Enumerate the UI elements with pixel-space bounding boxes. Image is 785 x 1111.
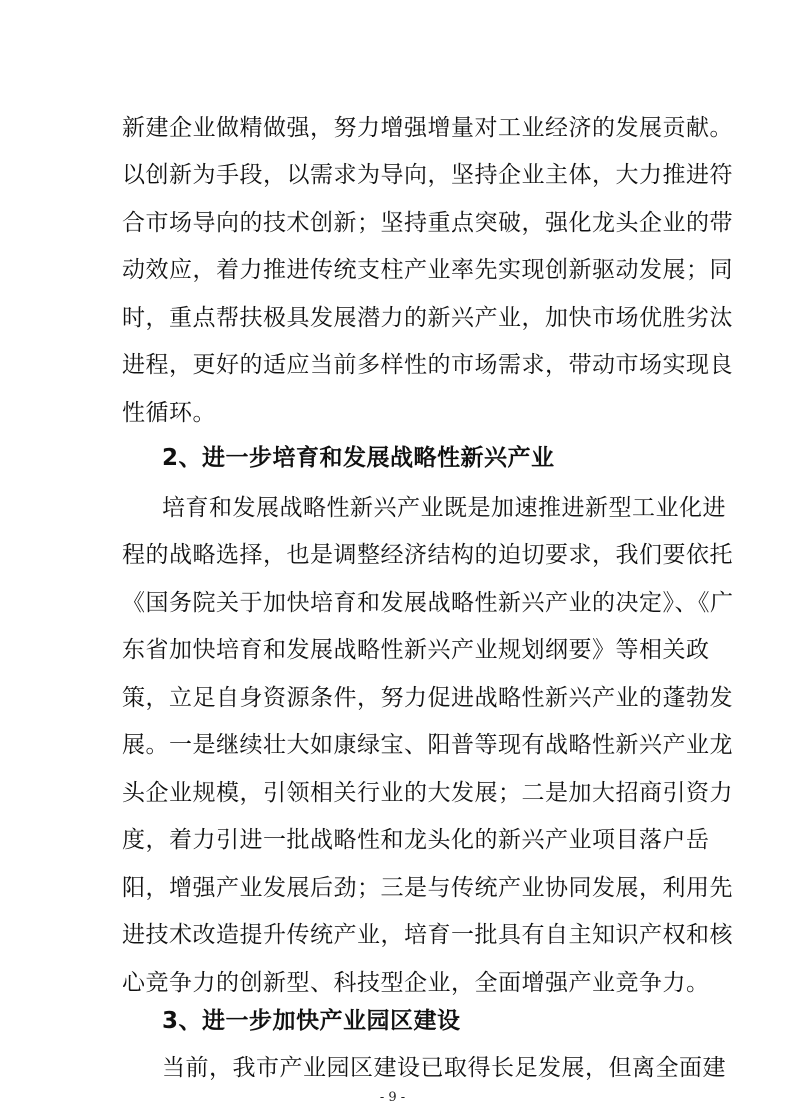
- paragraph-line: 当前，我市产业园区建设已取得长足发展，但离全面建: [162, 1055, 726, 1081]
- paragraph-line: 度，着力引进一批战略性和龙头化的新兴产业项目落户岳: [122, 827, 710, 853]
- paragraph-line: 培育和发展战略性新兴产业既是加速推进新型工业化进: [162, 495, 726, 521]
- section-heading: 3、进一步加快产业园区建设: [162, 1008, 461, 1034]
- paragraph-line: 进技术改造提升传统产业，培育一批具有自主知识产权和核: [122, 922, 733, 948]
- paragraph-line: 新建企业做精做强，努力增强增量对工业经济的发展贡献。: [122, 115, 733, 141]
- page-number: - 9 -: [379, 1090, 406, 1105]
- paragraph-line: 性循环。: [122, 400, 216, 426]
- paragraph-line: 阳，增强产业发展后劲；三是与传统产业协同发展，利用先: [122, 875, 733, 901]
- section-heading: 2、进一步培育和发展战略性新兴产业: [162, 445, 555, 471]
- paragraph-line: 头企业规模，引领相关行业的大发展；二是加大招商引资力: [122, 780, 733, 806]
- paragraph-line: 进程，更好的适应当前多样性的市场需求，带动市场实现良: [122, 352, 733, 378]
- paragraph-line: 合市场导向的技术创新；坚持重点突破，强化龙头企业的带: [122, 210, 733, 236]
- paragraph-line: 心竞争力的创新型、科技型企业，全面增强产业竞争力。: [122, 970, 710, 996]
- paragraph-line: 程的战略选择，也是调整经济结构的迫切要求，我们要依托: [122, 542, 733, 568]
- paragraph-line: 《国务院关于加快培育和发展战略性新兴产业的决定》、《广: [122, 590, 734, 616]
- paragraph-line: 展。一是继续壮大如康绿宝、阳普等现有战略性新兴产业龙: [122, 732, 733, 758]
- paragraph-line: 策，立足自身资源条件，努力促进战略性新兴产业的蓬勃发: [122, 685, 733, 711]
- paragraph-line: 时，重点帮扶极具发展潜力的新兴产业，加快市场优胜劣汰: [122, 305, 733, 331]
- paragraph-line: 东省加快培育和发展战略性新兴产业规划纲要》等相关政: [122, 637, 710, 663]
- paragraph-line: 以创新为手段，以需求为导向，坚持企业主体，大力推进符: [122, 162, 733, 188]
- paragraph-line: 动效应，着力推进传统支柱产业率先实现创新驱动发展；同: [122, 257, 733, 283]
